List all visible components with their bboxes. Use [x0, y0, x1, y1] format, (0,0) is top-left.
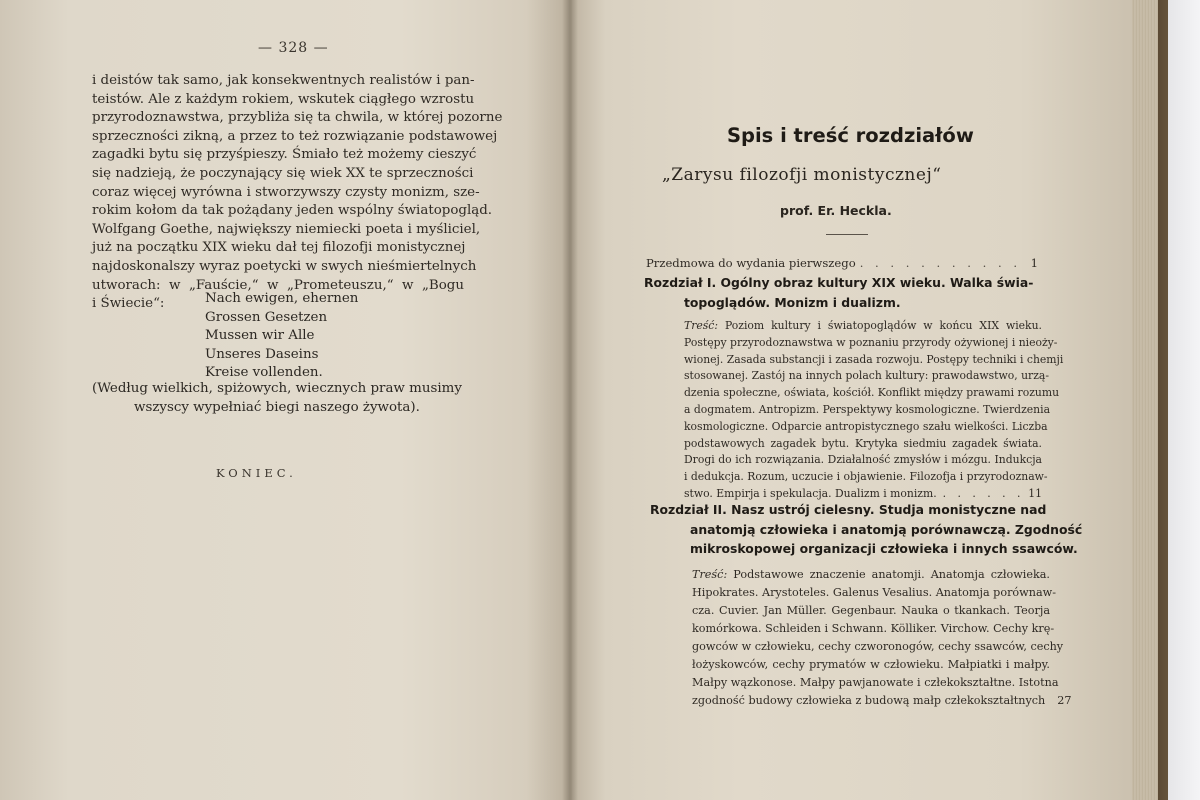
- heading-line: Rozdział I. Ogólny obraz kultury XIX wieku. Walka świa-: [644, 275, 1034, 290]
- content-line: cza. Cuvier. Jan Müller. Gegenbaur. Nauka o tkankach. Teorja: [692, 604, 1050, 617]
- toc-entry-preface: [646, 256, 1038, 270]
- text-line: (Według wielkich, spiżowych, wiecznych praw musimy: [92, 381, 462, 396]
- content-line: dzenia społeczne, oświata, kościół. Konflikt między prawami rozumu: [684, 386, 1060, 400]
- text-line: utworach: w „Fauście,“ w „Prometeuszu,“ w „Bogu: [92, 277, 464, 293]
- text-line: najdoskonalszy wyraz poetycki w swych nieśmiertelnych: [92, 258, 477, 274]
- verse-line: Nach ewigen, ehernen: [205, 291, 359, 306]
- left-body-text: [92, 72, 503, 314]
- text-line: Wolfgang Goethe, największy niemiecki poeta i myśliciel,: [92, 221, 481, 237]
- toc-entry-label: Przedmowa do wydania pierwszego: [646, 256, 856, 270]
- heading-line: mikroskopowej organizacji człowieka i innych ssawców.: [690, 541, 1078, 556]
- heading-line: topoglądów. Monizm i dualizm.: [684, 294, 901, 310]
- text-line: rokim kołom da tak pożądany jeden wspólny światopogląd.: [92, 203, 493, 219]
- text-line: wszyscy wypełniać biegi naszego żywota).: [134, 399, 420, 415]
- content-line: podstawowych zagadek bytu. Krytyka siedmiu zagadek świata.: [684, 436, 1042, 450]
- book-gutter: [562, 0, 578, 800]
- end-mark: KONIEC.: [216, 466, 297, 480]
- content-line: Drogi do ich rozwiązania. Działalność zmysłów i mózgu. Indukcja: [684, 453, 1042, 467]
- text-line: teistów. Ale z każdym rokiem, wskutek ciągłego wzrostu: [92, 91, 475, 107]
- content-line: Małpy wązkonose. Małpy pawjanowate i człekokształtne. Istotna: [692, 676, 1059, 689]
- content-line: gowców w człowieku, cechy czworonogów, cechy ssawców, cechy: [692, 640, 1064, 653]
- content-line: [692, 692, 1072, 710]
- chapter-2-heading: [650, 500, 1082, 559]
- verse-line: Grossen Gesetzen: [205, 309, 328, 325]
- content-line: stosowanej. Zastój na innych polach kultury: prawodawstwo, urzą-: [684, 369, 1049, 383]
- author: prof. Er. Heckla.: [780, 203, 892, 218]
- content-line: wionej. Zasada substancji i zasada rozwoju. Postępy techniki i chemji: [684, 352, 1064, 366]
- goethe-verse: [205, 290, 358, 383]
- text-line: coraz więcej wyrówna i stworzywszy czysty monizm, sze-: [92, 184, 480, 200]
- verse-line: Unseres Daseins: [205, 346, 319, 362]
- toc-page-number: 1: [1030, 256, 1038, 270]
- toc-page-number: 27: [1057, 694, 1072, 707]
- heading-line: Rozdział II. Nasz ustrój cielesny. Studja monistyczne nad: [650, 502, 1047, 517]
- text-line: się nadzieją, że poczynający się wiek XX te sprzeczności: [92, 165, 474, 181]
- heading-line: anatomją człowieka i anatomją porównawczą. Zgodność: [690, 521, 1083, 537]
- text-line: zagadki bytu się przyśpieszy. Śmiało też możemy cieszyć: [92, 147, 477, 163]
- content-label: Treść:: [692, 568, 728, 581]
- content-line: kosmologiczne. Odparcie antropistycznego szału wielkości. Liczba: [684, 419, 1048, 433]
- text-line: przyrodoznawstwa, przybliża się ta chwila, w której pozorne: [92, 110, 503, 126]
- content-label: Treść:: [684, 319, 718, 332]
- content-line: a dogmatem. Antropizm. Perspektywy kosmologiczne. Twierdzenia: [684, 402, 1051, 416]
- chapter-1-heading: [644, 273, 1033, 312]
- book-subtitle: „Zarysu filozofji monistycznej“: [662, 165, 942, 185]
- verse-line: Mussen wir Alle: [205, 328, 315, 344]
- text-line: i deistów tak samo, jak konsekwentnych realistów i pan-: [92, 73, 475, 88]
- text-line: już na początku XIX wieku dał tej filozofji monistycznej: [92, 240, 466, 256]
- page-title: Spis i treść rozdziałów: [727, 124, 974, 147]
- divider: [826, 234, 868, 235]
- verse-line: Kreise vollenden.: [205, 365, 323, 381]
- text-line: sprzeczności zikną, a przez to też rozwiązanie podstawowej: [92, 128, 498, 144]
- content-line: łożyskowców, cechy prymatów w człowieku. Małpiatki i małpy.: [692, 658, 1050, 671]
- content-line: [692, 566, 1050, 584]
- toc-page-number: 11: [1028, 486, 1042, 500]
- content-line: Hipokrates. Arystoteles. Galenus Vesalius. Anatomja porównaw-: [692, 586, 1056, 599]
- text-line: i Świecie“:: [92, 296, 165, 312]
- content-text: stwo. Empirja i spekulacja. Dualizm i monizm.: [684, 486, 937, 500]
- chapter-1-contents: [684, 318, 1064, 503]
- content-line: i dedukcja. Rozum, uczucie i objawienie. Filozofja i przyrodoznaw-: [684, 470, 1048, 484]
- content-line: komórkowa. Schleiden i Schwann. Kölliker. Virchow. Cechy krę-: [692, 622, 1055, 635]
- content-text: Poziom kultury i światopoglądów w końcu XIX wieku.: [724, 319, 1042, 332]
- leader-dots: [860, 256, 1027, 270]
- content-text: zgodność budowy człowieka z budową małp człekokształtnych: [692, 694, 1046, 707]
- page-number: — 328 —: [258, 40, 329, 56]
- background-surface: [1168, 0, 1200, 800]
- content-text: Podstawowe znaczenie anatomji. Anatomja człowieka.: [733, 568, 1050, 581]
- chapter-2-contents: [692, 566, 1072, 710]
- verse-translation: [92, 380, 462, 417]
- content-line: [684, 318, 1042, 335]
- content-line: Postępy przyrodoznawstwa w poznaniu przyrody ożywionej i nieoży-: [684, 335, 1058, 349]
